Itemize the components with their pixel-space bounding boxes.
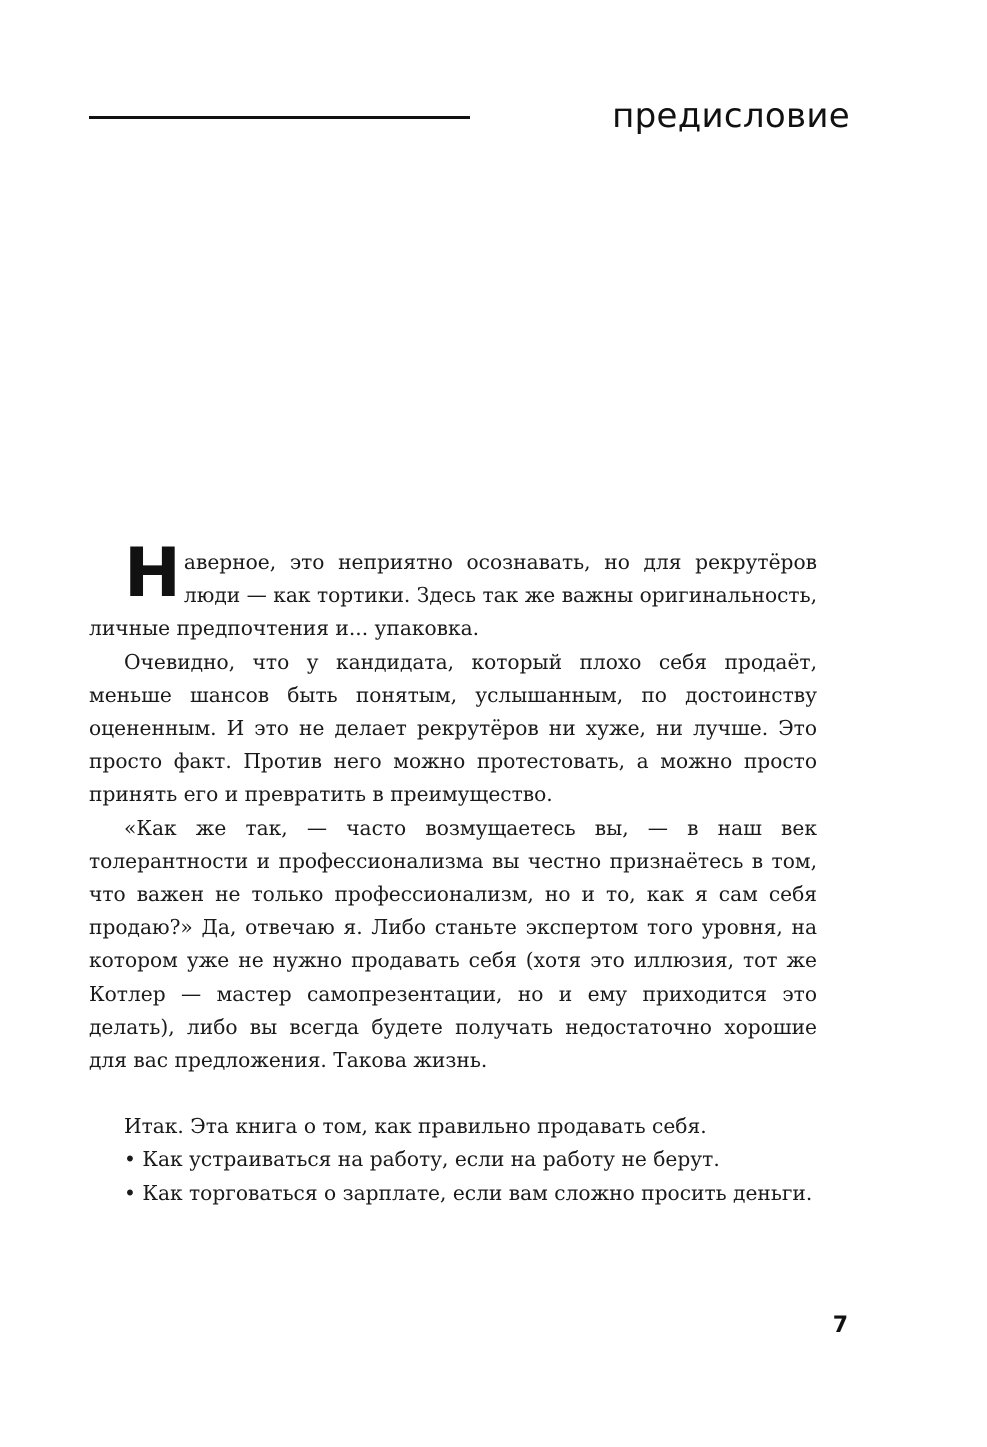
body-text [89, 534, 817, 1210]
bullet-item-2: • Как торговаться о зарплате, если вам сложно просить деньги. [124, 1180, 813, 1205]
drop-cap: Н [124, 534, 181, 613]
paragraph-4: Итак. Эта книга о том, как правильно продавать себя. [124, 1114, 707, 1139]
chapter-title: предисловие [612, 96, 850, 136]
page-number: 7 [832, 1313, 848, 1338]
paragraph-1 [89, 534, 817, 646]
header-rule [89, 116, 470, 119]
paragraph-gap [89, 1077, 817, 1110]
paragraph-1-text: аверное, это неприятно осознавать, но для рекрутёров люди — как тортики. Здесь так же важны оригинальность, личные предпочтения и... упаковка. [89, 550, 817, 641]
bullet-item-1: • Как устраиваться на работу, если на работу не берут. [124, 1147, 720, 1172]
paragraph-2: Очевидно, что у кандидата, который плохо себя продаёт, меньше шансов быть понятым, услышанным, по достоинству оцененным. И это не делает рекрутёров ни хуже, ни лучше. Это просто факт. Против него можно протестовать, а можно просто принять его и превратить в преимущество. [89, 649, 817, 807]
paragraph-3: «Как же так, — часто возмущаетесь вы, — в наш век толерантности и профессионализма вы честно признаётесь в том, что важен не только профессионализм, но и то, как я сам себя продаю?» Да, отвечаю я. Либо станьте экспертом того уровня, на котором уже не нужно продавать себя (хотя это иллюзия, тот же Котлер — мастер самопрезентации, но и ему приходится это делать), либо вы всегда будете получать недостаточно хорошие для вас предложения. Такова жизнь. [89, 815, 817, 1073]
